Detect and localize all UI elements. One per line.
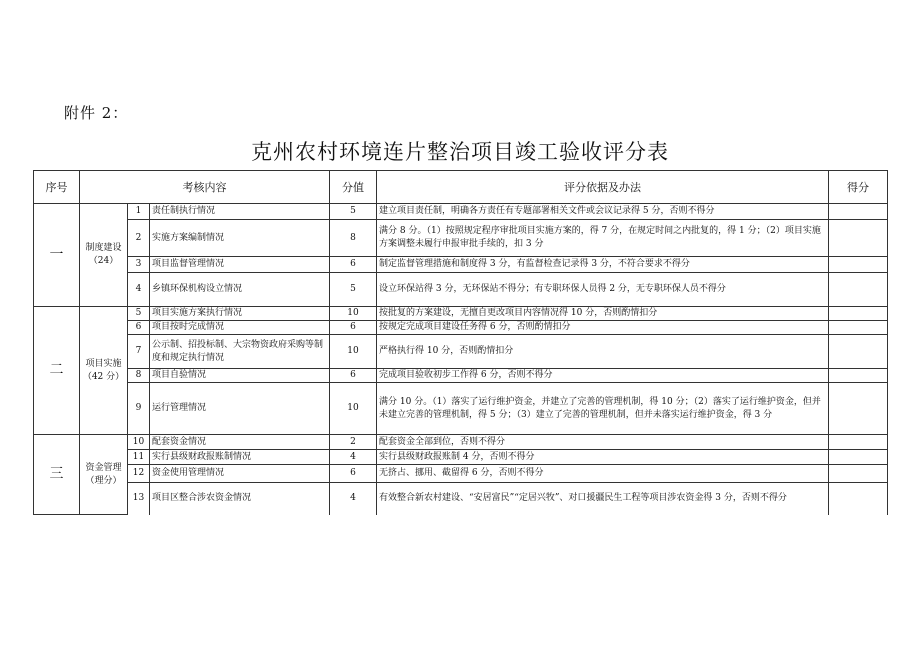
table-row xyxy=(34,483,888,515)
item-criteria: 满分 10 分。（1）落实了运行维护资金，并建立了完善的管理机制，得 10 分；（2）落实了运行维护资金，但并未建立完善的管理机制，得 5 分；（3）建立了完善的管理机制，但并未落实运行维护资金，得 3 分 xyxy=(377,383,829,435)
item-content: 公示制、招投标制、大宗物资政府采购等制度和规定执行情况 xyxy=(150,335,330,369)
item-content: 项目区整合涉农资金情况 xyxy=(150,483,330,515)
item-content: 实行县级财政报账制情况 xyxy=(150,450,330,465)
item-number: 2 xyxy=(128,220,150,257)
item-criteria: 有效整合新农村建设、“安居富民”“定居兴牧”、对口援疆民生工程等项目涉农资金得 3 分，否则不得分 xyxy=(377,483,829,515)
score-cell[interactable] xyxy=(829,335,888,369)
header-seq: 序号 xyxy=(34,171,80,204)
table-row xyxy=(34,335,888,369)
table-row xyxy=(34,369,888,383)
score-cell[interactable] xyxy=(829,204,888,220)
table-row xyxy=(34,321,888,335)
item-content: 项目实施方案执行情况 xyxy=(150,307,330,321)
item-score: 5 xyxy=(330,273,377,307)
table-row xyxy=(34,257,888,273)
item-number: 12 xyxy=(128,465,150,483)
group-number: 二 xyxy=(34,307,80,435)
item-number: 3 xyxy=(128,257,150,273)
item-score: 4 xyxy=(330,450,377,465)
item-score: 4 xyxy=(330,483,377,515)
item-score: 6 xyxy=(330,465,377,483)
score-cell[interactable] xyxy=(829,465,888,483)
item-content: 资金使用管理情况 xyxy=(150,465,330,483)
table-row xyxy=(34,220,888,257)
item-content: 配套资金情况 xyxy=(150,435,330,450)
table-header-row xyxy=(34,171,888,204)
table-row xyxy=(34,435,888,450)
item-content: 责任制执行情况 xyxy=(150,204,330,220)
score-cell[interactable] xyxy=(829,220,888,257)
header-result: 得分 xyxy=(829,171,888,204)
header-score: 分值 xyxy=(330,171,377,204)
item-number: 1 xyxy=(128,204,150,220)
item-criteria: 按批复的方案建设，无擅自更改项目内容情况得 10 分，否则酌情扣分 xyxy=(377,307,829,321)
item-number: 8 xyxy=(128,369,150,383)
score-cell[interactable] xyxy=(829,450,888,465)
score-cell[interactable] xyxy=(829,483,888,515)
item-number: 10 xyxy=(128,435,150,450)
item-score: 5 xyxy=(330,204,377,220)
item-number: 5 xyxy=(128,307,150,321)
group-name: 制度建设 （24） xyxy=(80,204,128,307)
item-number: 4 xyxy=(128,273,150,307)
header-criteria: 评分依据及办法 xyxy=(377,171,829,204)
item-score: 6 xyxy=(330,369,377,383)
item-content: 项目自验情况 xyxy=(150,369,330,383)
item-content: 运行管理情况 xyxy=(150,383,330,435)
scoring-table xyxy=(33,170,888,515)
item-criteria: 建立项目责任制，明确各方责任有专题部署相关文件或会议记录得 5 分，否则不得分 xyxy=(377,204,829,220)
score-cell[interactable] xyxy=(829,369,888,383)
table-row xyxy=(34,204,888,220)
item-number: 6 xyxy=(128,321,150,335)
table-row xyxy=(34,383,888,435)
item-criteria: 满分 8 分。（1）按照规定程序审批项目实施方案的，得 7 分，在规定时间之内批复的，得 1 分；（2）项目实施方案调整未履行申报审批手续的，扣 3 分 xyxy=(377,220,829,257)
table-row xyxy=(34,307,888,321)
item-score: 2 xyxy=(330,435,377,450)
item-score: 6 xyxy=(330,257,377,273)
item-number: 9 xyxy=(128,383,150,435)
item-criteria: 无挤占、挪用、截留得 6 分，否则不得分 xyxy=(377,465,829,483)
group-number: 三 xyxy=(34,435,80,515)
item-criteria: 配套资金全部到位，否则不得分 xyxy=(377,435,829,450)
item-criteria: 完成项目验收初步工作得 6 分，否则不得分 xyxy=(377,369,829,383)
attachment-label: 附件 2： xyxy=(64,104,129,122)
group-name: 项目实施 （42 分） xyxy=(80,307,128,435)
score-cell[interactable] xyxy=(829,273,888,307)
item-criteria: 设立环保站得 3 分，无环保站不得分；有专职环保人员得 2 分，无专职环保人员不得分 xyxy=(377,273,829,307)
item-criteria: 制定监督管理措施和制度得 3 分，有监督检查记录得 3 分，不符合要求不得分 xyxy=(377,257,829,273)
group-name: 资金管理 （理分） xyxy=(80,435,128,515)
item-number: 7 xyxy=(128,335,150,369)
score-cell[interactable] xyxy=(829,435,888,450)
item-score: 10 xyxy=(330,383,377,435)
item-content: 实施方案编制情况 xyxy=(150,220,330,257)
item-content: 项目按时完成情况 xyxy=(150,321,330,335)
item-criteria: 实行县级财政报账制 4 分，否则不得分 xyxy=(377,450,829,465)
score-cell[interactable] xyxy=(829,383,888,435)
item-criteria: 严格执行得 10 分，否则酌情扣分 xyxy=(377,335,829,369)
score-cell[interactable] xyxy=(829,257,888,273)
item-number: 13 xyxy=(128,483,150,515)
item-number: 11 xyxy=(128,450,150,465)
item-criteria: 按规定完成项目建设任务得 6 分，否则酌情扣分 xyxy=(377,321,829,335)
item-content: 乡镇环保机构设立情况 xyxy=(150,273,330,307)
table-row xyxy=(34,465,888,483)
item-score: 8 xyxy=(330,220,377,257)
score-cell[interactable] xyxy=(829,307,888,321)
item-score: 10 xyxy=(330,335,377,369)
item-content: 项目监督管理情况 xyxy=(150,257,330,273)
page-title: 克州农村环境连片整治项目竣工验收评分表 xyxy=(251,140,669,164)
item-score: 6 xyxy=(330,321,377,335)
item-score: 10 xyxy=(330,307,377,321)
table-row xyxy=(34,450,888,465)
table-row xyxy=(34,273,888,307)
header-content: 考核内容 xyxy=(80,171,330,204)
score-cell[interactable] xyxy=(829,321,888,335)
group-number: 一 xyxy=(34,204,80,307)
